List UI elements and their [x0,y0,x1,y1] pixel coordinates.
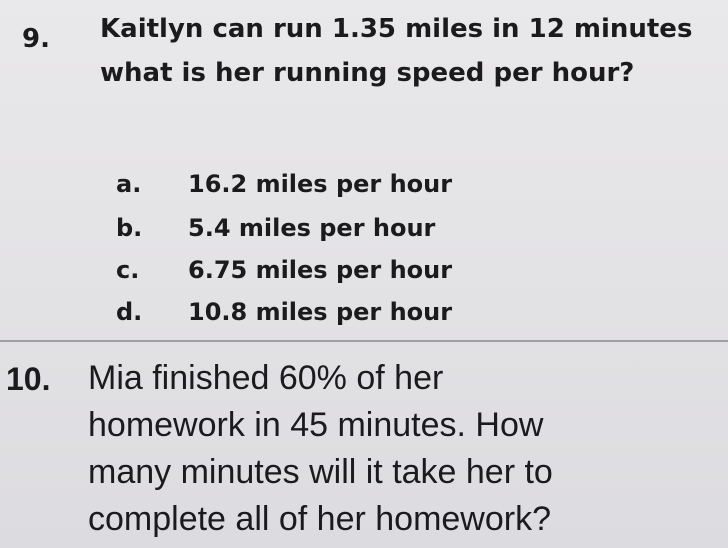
section-divider [0,340,728,342]
question-text-line: Kaitlyn can run 1.35 miles in 12 minutes [100,14,693,44]
question-10 [0,344,728,548]
question-text-line: Mia finished 60% of her [88,359,444,397]
choice-letter: a. [116,170,142,198]
question-text-line: complete all of her homework? [88,500,552,538]
choice-text: 5.4 miles per hour [188,214,436,242]
question-number: 9. [22,24,50,54]
choice-letter: c. [116,256,140,284]
choice-text: 16.2 miles per hour [188,170,453,198]
choice-text: 10.8 miles per hour [188,298,453,326]
question-text-line: many minutes will it take her to [88,453,553,491]
choice-letter: d. [116,298,143,326]
choice-letter: b. [116,214,143,242]
question-number: 10. [6,361,51,397]
question-text-line: homework in 45 minutes. How [88,406,544,444]
choice-text: 6.75 miles per hour [188,256,453,284]
question-text-line: what is her running speed per hour? [100,58,635,88]
